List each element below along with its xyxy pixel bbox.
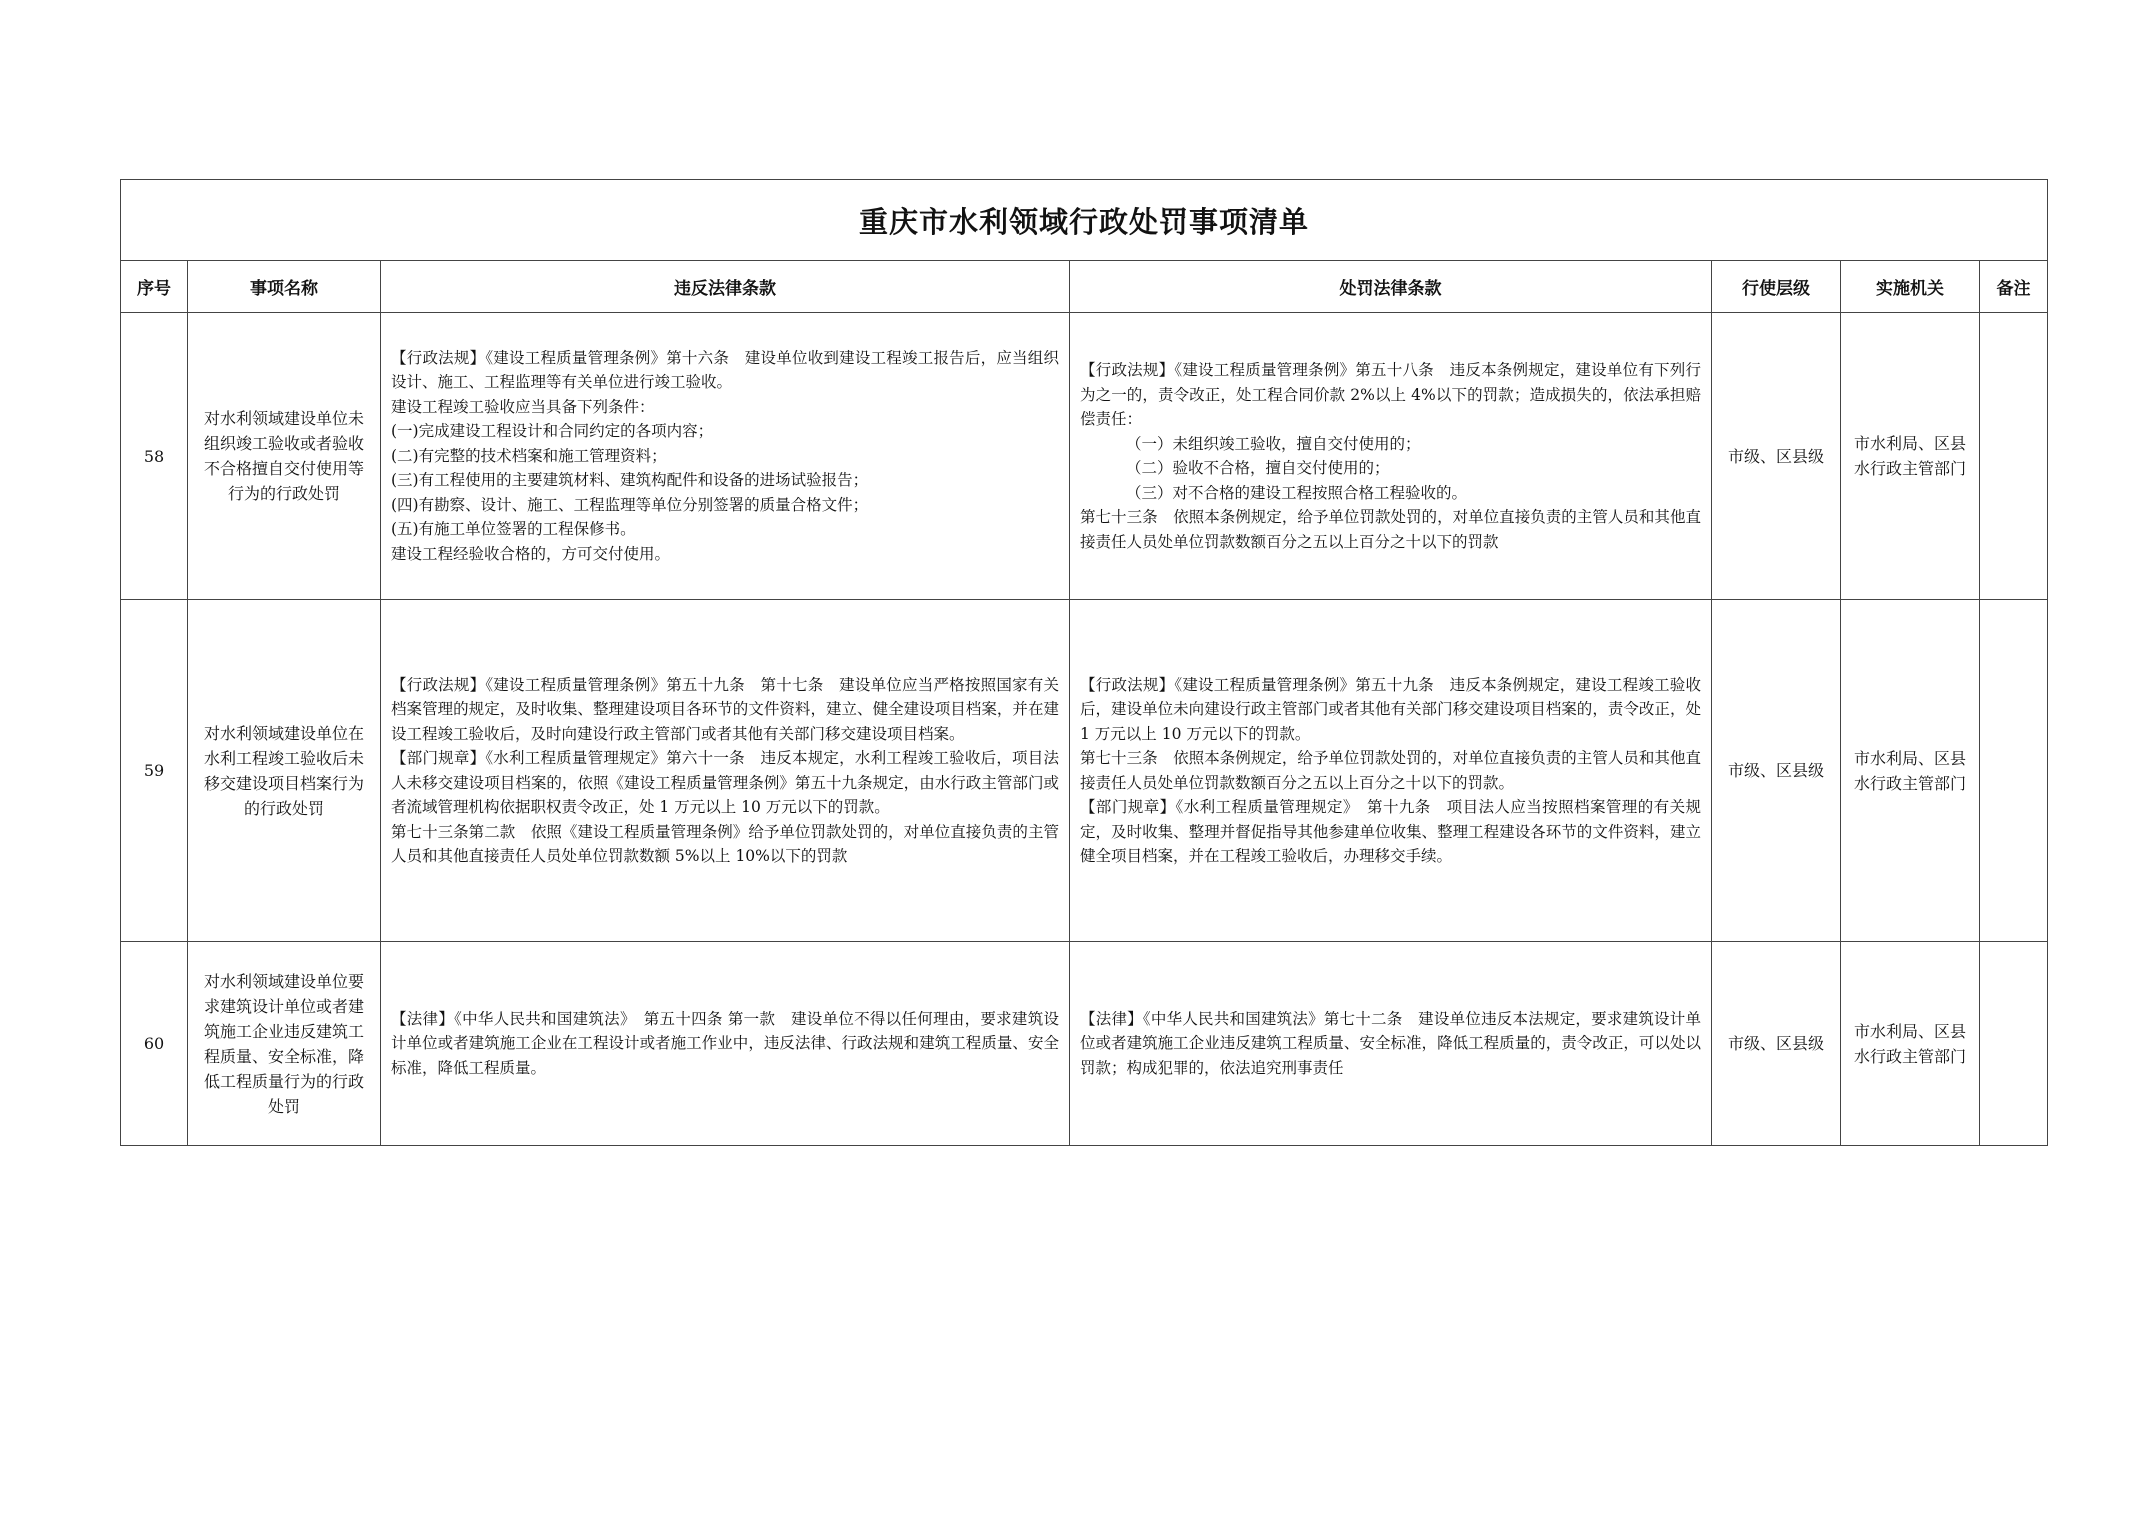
title-row — [121, 180, 2048, 261]
row-agency: 市水利局、区县水行政主管部门 — [1841, 600, 1980, 942]
clause-paragraph: 【部门规章】《水利工程质量管理规定》第六十一条 违反本规定，水利工程竣工验收后，项目法人未移交建设项目档案的，依照《建设工程质量管理条例》第五十九条规定，由水行政主管部门或者流域管理机构依据职权责令改正，处 1 万元以上 10 万元以下的罚款。 — [391, 749, 1059, 816]
header-penalty: 处罚法律条款 — [1070, 261, 1712, 313]
document-title: 重庆市水利领域行政处罚事项清单 — [121, 180, 2048, 261]
table-row — [121, 313, 2048, 600]
row-note — [1980, 313, 2048, 600]
row-violation-clause — [381, 600, 1070, 942]
row-violation-clause — [381, 942, 1070, 1146]
row-level: 市级、区县级 — [1712, 942, 1841, 1146]
clause-paragraph: (一)完成建设工程设计和合同约定的各项内容； — [391, 422, 714, 441]
row-level: 市级、区县级 — [1712, 313, 1841, 600]
clause-paragraph: (三)有工程使用的主要建筑材料、建筑构配件和设备的进场试验报告； — [391, 471, 869, 490]
row-item-name: 对水利领域建设单位在水利工程竣工验收后未移交建设项目档案行为的行政处罚 — [188, 600, 381, 942]
header-note: 备注 — [1980, 261, 2048, 313]
row-agency: 市水利局、区县水行政主管部门 — [1841, 313, 1980, 600]
row-agency: 市水利局、区县水行政主管部门 — [1841, 942, 1980, 1146]
clause-paragraph: 【行政法规】《建设工程质量管理条例》第五十九条 第十七条 建设单位应当严格按照国家有关档案管理的规定，及时收集、整理建设项目各环节的文件资料，建立、健全建设项目档案，并在建设工程竣工验收后，及时向建设行政主管部门或者其他有关部门移交建设项目档案。 — [391, 675, 1059, 743]
clause-paragraph: （二）验收不合格，擅自交付使用的； — [1126, 459, 1390, 477]
row-note — [1980, 600, 2048, 942]
row-seq: 58 — [121, 313, 188, 600]
clause-paragraph: （三）对不合格的建设工程按照合格工程验收的。 — [1126, 483, 1468, 502]
clause-paragraph: 【法律】《中华人民共和国建筑法》第七十二条 建设单位违反本法规定，要求建筑设计单位或者建筑施工企业违反建筑工程质量、安全标准，降低工程质量的，责令改正，可以处以罚款；构成犯罪的，依法追究刑事责任 — [1080, 1009, 1701, 1077]
clause-paragraph: 建设工程经验收合格的，方可交付使用。 — [391, 544, 671, 563]
row-seq: 59 — [121, 600, 188, 942]
row-item-name: 对水利领域建设单位要求建筑设计单位或者建筑施工企业违反建筑工程质量、安全标准，降低工程质量行为的行政处罚 — [188, 942, 381, 1146]
row-level: 市级、区县级 — [1712, 600, 1841, 942]
header-agency: 实施机关 — [1841, 261, 1980, 313]
clause-paragraph: 第七十三条 依照本条例规定，给予单位罚款处罚的，对单位直接负责的主管人员和其他直接责任人员处单位罚款数额百分之五以上百分之十以下的罚款 — [1080, 508, 1701, 551]
header-seq: 序号 — [121, 261, 188, 313]
clause-paragraph: 第七十三条第二款 依照《建设工程质量管理条例》给予单位罚款处罚的，对单位直接负责的主管人员和其他直接责任人员处单位罚款数额 5%以上 10%以下的罚款 — [391, 822, 1059, 865]
clause-paragraph: 第七十三条 依照本条例规定，给予单位罚款处罚的，对单位直接负责的主管人员和其他直接责任人员处单位罚款数额百分之五以上百分之十以下的罚款。 — [1080, 749, 1701, 792]
header-row — [121, 261, 2048, 313]
header-violation: 违反法律条款 — [381, 261, 1070, 313]
table-row — [121, 600, 2048, 942]
penalty-list-table — [120, 179, 2048, 1146]
clause-paragraph: 【行政法规】《建设工程质量管理条例》第十六条 建设单位收到建设工程竣工报告后，应当组织设计、施工、工程监理等有关单位进行竣工验收。 — [391, 348, 1059, 392]
row-violation-clause — [381, 313, 1070, 600]
header-level: 行使层级 — [1712, 261, 1841, 313]
row-item-name: 对水利领域建设单位未组织竣工验收或者验收不合格擅自交付使用等行为的行政处罚 — [188, 313, 381, 600]
clause-paragraph: 【部门规章】《水利工程质量管理规定》 第十九条 项目法人应当按照档案管理的有关规定，及时收集、整理并督促指导其他参建单位收集、整理工程建设各环节的文件资料，建立健全项目档案，并在工程竣工验收后，办理移交手续。 — [1080, 798, 1701, 865]
row-penalty-clause — [1070, 313, 1712, 600]
clause-paragraph: (二)有完整的技术档案和施工管理资料； — [391, 446, 667, 465]
clause-paragraph: (四)有勘察、设计、施工、工程监理等单位分别签署的质量合格文件； — [391, 495, 869, 514]
clause-paragraph: 【法律】《中华人民共和国建筑法》 第五十四条 第一款 建设单位不得以任何理由，要求建筑设计单位或者建筑施工企业在工程设计或者施工作业中，违反法律、行政法规和建筑工程质量、安全标准，降低工程质量。 — [391, 1009, 1059, 1077]
clause-paragraph: (五)有施工单位签署的工程保修书。 — [391, 520, 636, 539]
clause-paragraph: 【行政法规】《建设工程质量管理条例》第五十九条 违反本条例规定，建设工程竣工验收后，建设单位未向建设行政主管部门或者其他有关部门移交建设项目档案的，责令改正，处 1 万元以上 10 万元以下的罚款。 — [1080, 675, 1701, 743]
table-row — [121, 942, 2048, 1146]
row-note — [1980, 942, 2048, 1146]
clause-paragraph: 【行政法规】《建设工程质量管理条例》第五十八条 违反本条例规定，建设单位有下列行为之一的，责令改正，处工程合同价款 2%以上 4%以下的罚款；造成损失的，依法承担赔偿责任： — [1080, 361, 1701, 428]
row-penalty-clause — [1070, 600, 1712, 942]
header-name: 事项名称 — [188, 261, 381, 313]
row-seq: 60 — [121, 942, 188, 1146]
row-penalty-clause — [1070, 942, 1712, 1146]
clause-paragraph: 建设工程竣工验收应当具备下列条件： — [391, 397, 655, 416]
clause-paragraph: （一）未组织竣工验收，擅自交付使用的； — [1126, 434, 1421, 453]
